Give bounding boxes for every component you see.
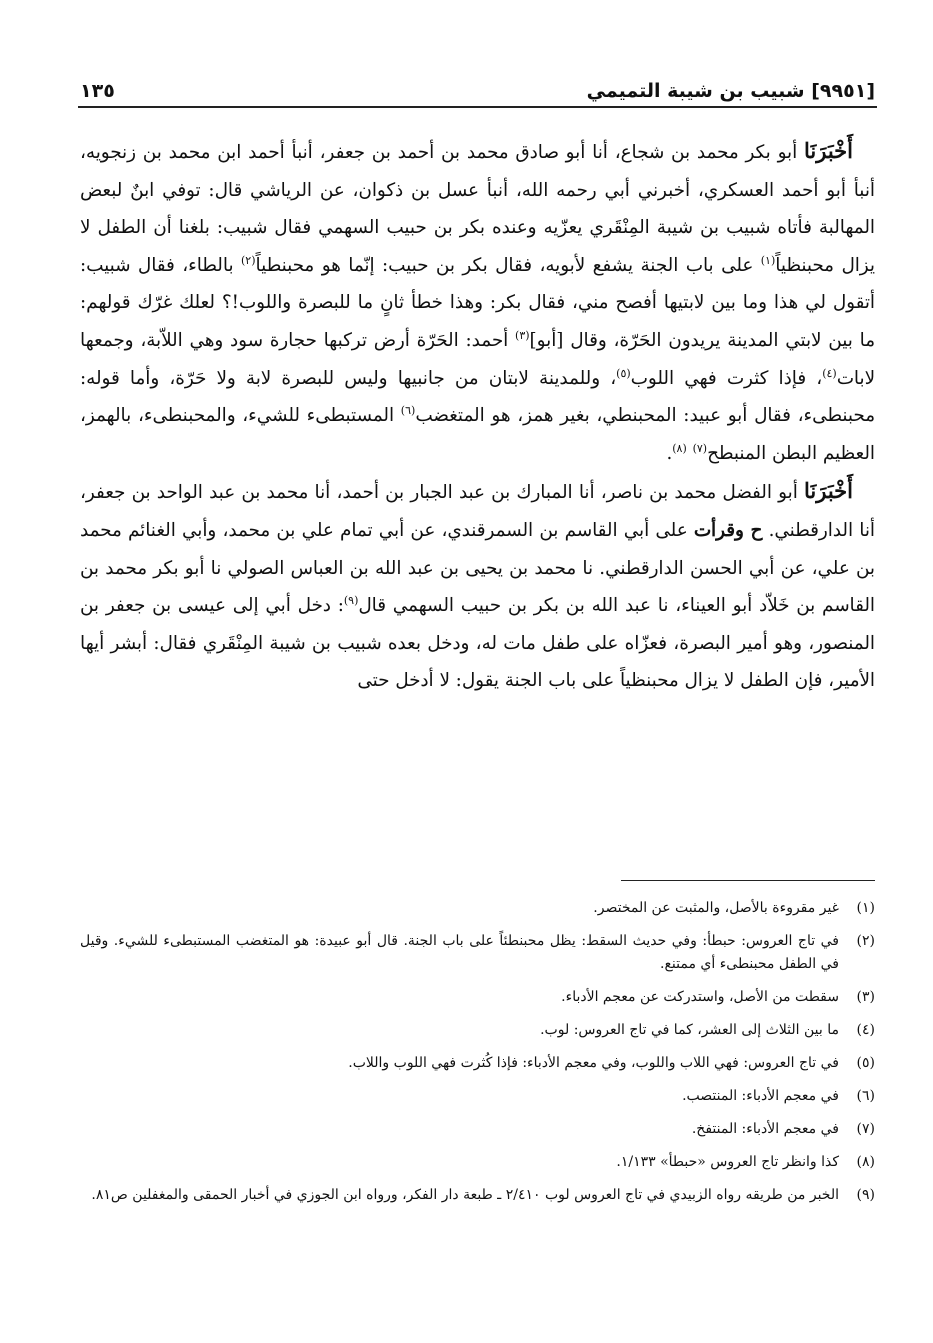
footnotes [80, 897, 875, 1217]
footnote-number: (٢) [856, 933, 875, 949]
footnote-ref: (٢) [241, 253, 256, 267]
footnote-number: (١) [856, 900, 875, 916]
footnote-text: في معجم الأدباء: المنتفخ. [691, 1121, 839, 1137]
footnote-ref: (٥) [616, 366, 631, 380]
footnote-text: في تاج العروس: فهي اللاب واللوب، وفي معجم الأدباء: فإذا كُثرت فهي اللوب واللاب. [348, 1055, 839, 1071]
text-segment: : دخل أبي إلى عيسى بن جعفر بن المنصور، وهو أمير البصرة، فعزّاه على طفل مات له، ودخل بعده شبيب بن شيبة المِنْقَري فقال: أبشر أيها الأمير، فإن الطفل لا يزال محبنظياً على باب الجنة يقول: لا أدخل حتى [80, 595, 875, 692]
main-text [80, 132, 875, 700]
footnote-number: (٩) [856, 1187, 875, 1203]
narration-lead: أَخْبَرَنَا [804, 138, 853, 163]
paragraph-1 [80, 132, 875, 472]
footnote-item [80, 1118, 875, 1141]
footnote-text: ما بين الثلاث إلى العشر، كما في تاج العروس: لوب. [540, 1022, 839, 1038]
footnote-text: كذا وانظر تاج العروس «حبطأ» ١/١٣٣. [616, 1154, 839, 1170]
text-segment: على أبي القاسم بن السمرقندي، عن أبي تمام علي بن محمد، وأبي الغنائم محمد بن علي، عن أبي الحسن الدارقطني. نا محمد بن يحيى بن عبد الله بن العباس الصولي نا أبو بكر محمد بن القاسم بن خَلاّد أبو العيناء، نا عبد الله بن بكر بن حبيب السهمي قال [80, 519, 875, 617]
text-segment: . [666, 442, 673, 464]
footnote-item [80, 986, 875, 1009]
page-header [80, 72, 875, 102]
text-segment: أبو الفضل محمد بن ناصر، أنا المبارك بن عبد الجبار بن أحمد، أنا محمد بن عبد الواحد بن جعفر، أنا الدارقطني. [80, 482, 876, 541]
footnote-number: (٤) [856, 1022, 875, 1038]
text-segment: بالطاء، فقال شبيب: أتقول لي هذا وما بين لابتيها أفصح مني، فقال بكر: وهذا خطأ ثانٍ ما للبصرة واللوب!؟ لعلك غرّك قولهم: ما بين لابتي المدينة يريدون الحَرّة، وقال [أبو] [80, 254, 875, 351]
footnote-ref: (١) [760, 253, 776, 267]
footnote-ref: (٣) [515, 328, 530, 342]
footnote-number: (٣) [856, 989, 875, 1005]
footnote-text: في معجم الأدباء: المنتصب. [682, 1088, 839, 1104]
footnote-ref: (٤) [822, 366, 837, 380]
footnote-separator [621, 880, 875, 881]
footnote-item [80, 1184, 875, 1207]
footnote-number: (٦) [856, 1088, 875, 1104]
footnote-text: في تاج العروس: حبطأ: وفي حديث السقط: يظل محبنطئاً على باب الجنة. قال أبو عبيدة: هو المتغضب المستبطىء للشيء. وقيل في الطفل محبنطىء أي ممتنع. [80, 933, 839, 972]
footnote-item [80, 1052, 875, 1075]
footnote-ref: (٨) [672, 441, 687, 455]
footnote-number: (٨) [856, 1154, 875, 1170]
footnote-item [80, 1151, 875, 1174]
text-segment: ، وللمدينة لابتان من جانبيها وليس للبصرة لابة ولا حَرّة، وأما قوله: محبنطىء، فقال أبو عبيد: المحبنطي، بغير همز، هو المتغضب [80, 367, 875, 427]
footnote-number: (٧) [856, 1121, 875, 1137]
narration-lead: أَخْبَرَنَا [804, 478, 853, 504]
footnote-number: (٥) [856, 1055, 875, 1071]
footnote-ref: (٦) [400, 404, 416, 418]
footnote-ref: (٧) [692, 441, 708, 455]
footnote-text: سقطت من الأصل، واستدركت عن معجم الأدباء. [561, 989, 839, 1005]
footnote-item [80, 897, 875, 920]
paragraph-2 [80, 472, 875, 700]
footnote-text: الخبر من طريقه رواه الزبيدي في تاج العروس لوب ٢/٤١٠ ـ طبعة دار الفكر، ورواه ابن الجوزي في أخبار الحمقى والمغفلين ص٨١. [91, 1187, 839, 1203]
footnote-text: غير مقروءة بالأصل، والمثبت عن المختصر. [593, 900, 839, 916]
header-rule [78, 106, 877, 108]
text-segment: أبو بكر محمد بن شجاع، أنا أبو صادق محمد بن أحمد بن جعفر، أنبأ أحمد ابن محمد بن زنجويه، أنبأ أبو أحمد العسكري، أخبرني أبي رحمه الله، أنبأ عسل بن ذكوان، عن الرياشي قال: توفي ابنٌ لبعض المهالبة فأتاه شبيب بن شيبة المِنْقَري يعزّيه وعنده بكر بن حبيب السهمي فقال شبيب: بلغنا أن الطفل لا يزال محبنظياً [80, 142, 875, 276]
text-segment: المستبطىء للشيء، والمحبنطىء، بالهمز، العظيم البطن المنبطح [80, 405, 875, 464]
text-segment: أحمد: الحَرّة أرض تركبها حجارة سود وهي اللاّبة، وجمعها لابات [80, 329, 875, 389]
footnote-ref: (٩) [343, 594, 359, 608]
footnote-item [80, 1085, 875, 1108]
running-title: [٩٩٥١] شبيب بن شيبة التميمي [586, 80, 875, 102]
bold-phrase: ح وقرأت [693, 519, 763, 541]
text-segment: ، فإذا كثرت فهي اللوب [630, 367, 823, 389]
page-number: ١٣٥ [80, 80, 115, 102]
footnote-item [80, 930, 875, 976]
text-segment: على باب الجنة يشفع لأبويه، فقال بكر بن حبيب: إنّما هو محبنطياً [255, 254, 761, 276]
footnote-item [80, 1019, 875, 1042]
